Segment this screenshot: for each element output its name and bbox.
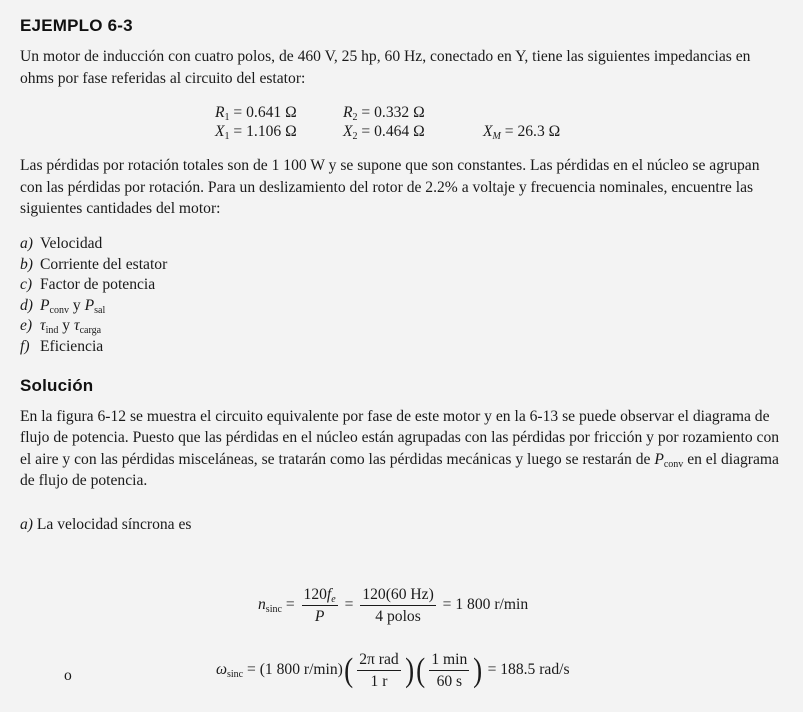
list-item: f) Eficiencia — [20, 337, 104, 355]
list-item: c) Factor de potencia — [20, 276, 156, 294]
xm-value: $X_M = 26.3$ Ω — [483, 123, 561, 143]
list-item: b) Corriente del estator — [20, 255, 168, 273]
r1-value: $R_1 = 0.641$ Ω — [215, 104, 297, 124]
list-item: d) $P_{conv}$ y $P_{sal}$ — [20, 296, 106, 316]
example-title: EJEMPLO 6-3 — [20, 16, 133, 35]
impedance-values — [215, 103, 785, 141]
fraction-2pi-rad: $\frac{\text{2π rad}}{1 r}$ — [359, 651, 399, 690]
x1-value: $X_1 = 1.106$ Ω — [215, 123, 297, 143]
list-item: e) $\tau_{ind}$ y $\tau_{carga}$ — [20, 317, 102, 337]
losses-paragraph: Las pérdidas por rotación totales son de 1 100 W y se supone que son constantes. Las pérdidas en el núcleo se agrupan con las pérdidas por rotación. Para un deslizamiento del rotor de 2.2% a voltaje y frecuencia nominales, encuentre las siguientes cantidades del motor: — [20, 157, 760, 218]
fraction-120fe-over-p: $\frac{120f_e}{P}$ — [303, 586, 336, 625]
solution-paragraph: En la figura 6-12 se muestra el circuito equivalente por fase de este motor y en la 6-13 se puede observar el diagrama de flujo de potencia. Puesto que las pérdidas en el núcleo están agrupadas con las pérdidas por fricción y por rozamiento con el aire y con las pérdidas misceláneas, se tratarán como las pérdidas mecánicas y luego se restarán de $P_{conv}$ en el diagrama de flujo de potencia. — [20, 407, 780, 490]
or-word: o — [64, 667, 72, 684]
r2-value: $R_2 = 0.332$ Ω — [343, 104, 425, 124]
x2-value: $X_2 = 0.464$ Ω — [343, 123, 425, 143]
impedance-row-2 — [215, 122, 785, 141]
impedance-row-1 — [215, 103, 785, 122]
fraction-value: $\frac{120(60 Hz)}{\text{4 polos}}$ — [362, 586, 434, 625]
question-list — [20, 234, 785, 358]
part-a-intro: a) La velocidad síncrona es — [20, 515, 192, 533]
sync-speed-equation: $n_{sinc}$ = $\frac{120f_e}{P}$ = $\frac{120(60 Hz)}{\text{4 polos}}$ = 1 800 r/min — [258, 586, 529, 625]
example-intro: Un motor de inducción con cuatro polos, de 460 V, 25 hp, 60 Hz, conectado en Y, tiene las siguientes impedancias en ohms por fase referidas al circuito del estator: — [20, 48, 751, 87]
solution-title: Solución — [20, 375, 94, 395]
angular-speed-equation: $\omega_{sinc} = (1$ 800 r/min)( $\frac{\text{2π rad}}{1 r}$ )( $\frac{1 \min}{60 s}$ ) = 188.5 rad/s — [216, 651, 570, 690]
list-item: a) Velocidad — [20, 234, 103, 252]
fraction-1min-60s: $\frac{1 \min}{60 s}$ — [431, 651, 468, 690]
